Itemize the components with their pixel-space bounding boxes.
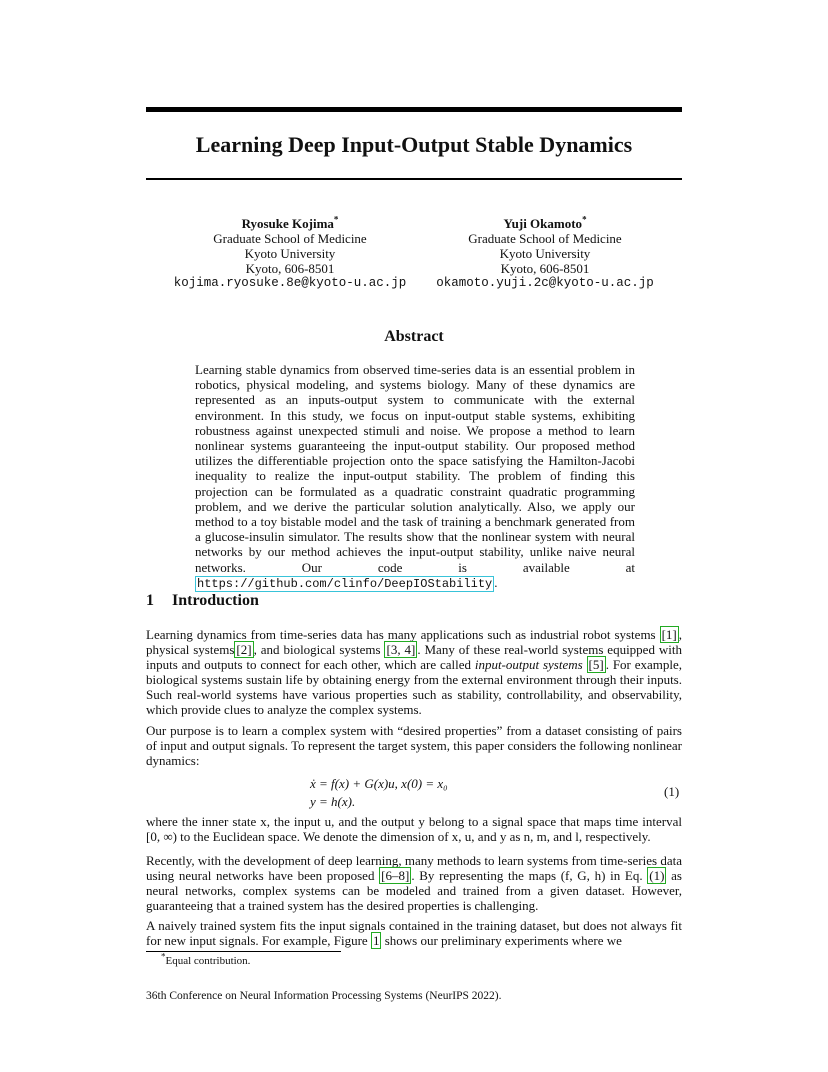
paragraph-deep-learning: Recently, with the development of deep learning, many methods to learn systems from time-series data using neural networks have been proposed [6–8] . By representing the maps (f, G, h) in Eq. (1) as neural networks, complex systems can be modeled and trained from a given dataset. However, guaranteeing that a trained system has the desired properties is challenging. — [146, 853, 682, 914]
citation-link[interactable]: [6–8] — [381, 868, 410, 884]
conference-venue: 36th Conference on Neural Information Processing Systems (NeurIPS 2022). — [146, 990, 502, 1002]
arxiv-side-stamp — [10, 278, 62, 748]
citation-link[interactable]: [2] — [236, 642, 252, 658]
citation-link[interactable]: [5] — [588, 657, 604, 673]
author-name: Yuji Okamoto* — [503, 214, 587, 231]
author-city: Kyoto, 606-8501 — [245, 261, 335, 276]
equation-line-1: ẋ = f(x) + G(x)u, x(0) = x₀ — [310, 776, 448, 791]
author-name: Ryosuke Kojima* — [241, 214, 339, 231]
equation-line-2: y = h(x). — [310, 794, 356, 809]
author-dept: Graduate School of Medicine — [213, 231, 367, 246]
author-email[interactable]: okamoto.yuji.2c@kyoto-u.ac.jp — [436, 276, 654, 290]
author-dept: Graduate School of Medicine — [468, 231, 622, 246]
author-block-1 — [170, 216, 410, 291]
paragraph-naive: A naively trained system fits the input signals contained in the training dataset, but does not always fit for new input signals. For example, Figure 1 shows our preliminary experiments where we — [146, 918, 682, 949]
footnote-rule — [146, 951, 341, 952]
abstract-body: Learning stable dynamics from observed time-series data is an essential problem in robotics, physical modeling, and systems biology. Many of these dynamics are represented as an inputs-output system to communicate with the external environment. In this study, we focus on input-output stable systems, exhibiting robustness against unexpected stimuli and noise. We propose a method to learn nonlinear systems guaranteeing the input-output stability. Our proposed method utilizes the differentiable projection onto the space satisfying the Hamilton-Jacobi inequality to realize the input-output stability. The problem of finding this projection can be formulated as a quadratic constraint quadratic programming problem, and we derive the particular solution analytically. Also, we apply our method to a toy bistable model and the task of training a benchmark generated from a glucose-insulin simulator. The results show that the nonlinear system with neural networks by our method achieves the input-output stability, unlike naive neural networks. Our code is available at https://github.com/clinfo/DeepIOStability . — [195, 362, 635, 591]
equation-ref-link[interactable]: (1) — [649, 868, 665, 884]
code-link[interactable]: https://github.com/clinfo/DeepIOStability — [197, 576, 493, 591]
author-university: Kyoto University — [499, 246, 591, 261]
footnote: *Equal contribution. — [161, 951, 251, 967]
author-email[interactable]: kojima.ryosuke.8e@kyoto-u.ac.jp — [173, 276, 407, 290]
paragraph-intro: Learning dynamics from time-series data has many applications such as industrial robot systems [1] , physical systems [2] , and biological systems [3, 4] . Many of these real-world systems equipped with inputs and outputs to connect for each other, which are called input-output systems [5] . For example, biological systems sustain life by obtaining energy from the external environment through their inputs. Such real-world systems have various properties such as stability, controllability, and observability, which provide clues to analyze the complex systems. — [146, 627, 683, 718]
author-block-2 — [430, 216, 660, 291]
citation-link[interactable]: [1] — [661, 627, 677, 642]
equation-number: (1) — [664, 784, 680, 799]
abstract-heading: Abstract — [384, 328, 444, 345]
title-bottom-rule — [146, 178, 682, 180]
paragraph-definitions: where the inner state x, the input u, and the output y belong to a signal space that maps time interval [0, ∞) to the Euclidean space. We denote the dimension of x, u, and y as n, m, and l, respectively. — [146, 814, 682, 845]
title-top-rule — [146, 107, 682, 112]
author-university: Kyoto University — [244, 246, 336, 261]
paragraph-purpose: Our purpose is to learn a complex system with “desired properties” from a dataset consisting of pairs of input and output signals. To represent the target system, this paper considers the following nonlinear dynamics: — [146, 723, 682, 769]
figure-ref-link[interactable]: 1 — [372, 933, 380, 949]
author-city: Kyoto, 606-8501 — [500, 261, 590, 276]
paper-title: Learning Deep Input-Output Stable Dynamics — [195, 132, 633, 157]
citation-link[interactable]: [3, 4] — [386, 642, 416, 658]
section-heading: 1 Introduction — [146, 592, 259, 609]
